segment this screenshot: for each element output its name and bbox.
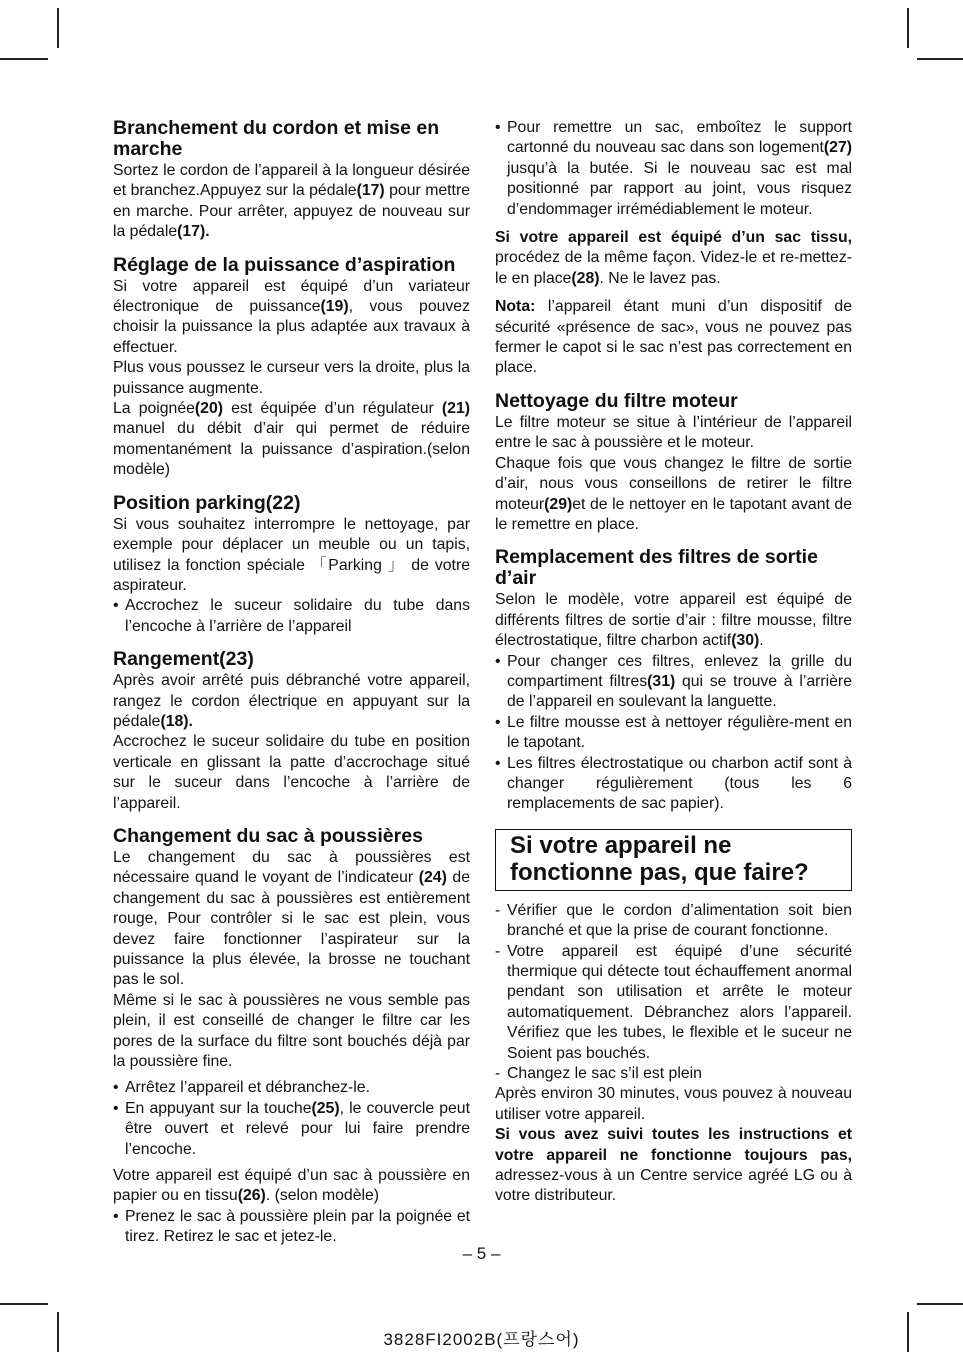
dash-list <box>495 901 852 1085</box>
section-title: Branchement du cordon et mise en marche <box>113 117 440 160</box>
paragraph: Si votre appareil est équipé d’un sac tissu, procédez de la même façon. Videz-le et re-mettez-le en place(28). Ne le lavez pas. <box>495 229 852 287</box>
section-parking <box>113 493 470 637</box>
list-item: - Votre appareil est équipé d’une sécurité thermique qui détecte tout échauffement anormal pendant son utilisation et arrête le moteur automatiquement. Débranchez alors l’appareil. Vérifiez que les tubes, le flexible et le suceur ne Soient pas bouchés. <box>495 942 852 1064</box>
troubleshooting-box <box>495 829 852 891</box>
section-filtres-sortie <box>495 547 852 814</box>
list-item: • Les filtres électrostatique ou charbon actif sont à changer régulièrement (tous les 6 remplacements de sac papier). <box>495 754 852 815</box>
paragraph: Après environ 30 minutes, vous pouvez à nouveau utiliser votre appareil. <box>495 1085 852 1123</box>
document-code: 3828FI2002B(프랑스어) <box>383 1330 580 1349</box>
bullet-list <box>495 652 852 815</box>
page-number: – 5 – <box>462 1244 501 1263</box>
section-title: Remplacement des filtres de sortie d’air <box>495 546 818 590</box>
crop-mark <box>0 1303 48 1305</box>
section-troubleshooting <box>495 901 852 1207</box>
list-item: • Accrochez le suceur solidaire du tube dans l’encoche à l’arrière de l’appareil <box>113 596 470 637</box>
list-item: - Vérifier que le cordon d’alimentation soit bien branché et que la prise de courant fonctionne. <box>495 901 852 942</box>
section-title: Nettoyage du filtre moteur <box>495 389 738 412</box>
list-item: • Pour changer ces filtres, enlevez la grille du compartiment filtres(31) qui se trouve à l’arrière de l’appareil en soulevant la languette. <box>495 652 852 713</box>
paragraph: Si vous souhaitez interrompre le nettoyage, par exemple pour déplacer un meuble ou un tapis, utilisez la fonction spéciale 「Parking 」 de votre aspirateur. <box>113 515 470 594</box>
paragraph: Plus vous poussez le curseur vers la droite, plus la puissance augmente. <box>113 359 470 397</box>
paragraph: La poignée(20) est équipée d’un régulateur (21) manuel du débit d’air qui permet de réduire momentanément la puissance d’aspiration.(selon modèle) <box>113 400 470 479</box>
section-title: Rangement(23) <box>113 648 254 671</box>
list-item: • En appuyant sur la touche(25), le couvercle peut être ouvert et relevé pour lui faire prendre l’encoche. <box>113 1099 470 1160</box>
section-title: Position parking(22) <box>113 491 301 514</box>
list-item: - Changez le sac s’il est plein <box>495 1064 852 1084</box>
paragraph: Après avoir arrêté puis débranché votre appareil, rangez le cordon électrique en appuyant sur la pédale(18). <box>113 672 470 730</box>
crop-mark <box>57 8 59 48</box>
bullet-list <box>113 1078 470 1160</box>
paragraph: Sortez le cordon de l’appareil à la longueur désirée et branchez.Appuyez sur la pédale(17) pour mettre en marche. Pour arrêter, appuyez de nouveau sur la pédale(17). <box>113 162 470 241</box>
crop-mark <box>0 58 48 60</box>
crop-mark <box>917 1303 963 1305</box>
section-branchement <box>113 118 470 243</box>
left-column <box>113 118 470 1260</box>
list-item: • Le filtre mousse est à nettoyer régulière-ment en le tapotant. <box>495 713 852 754</box>
list-item: • Arrêtez l’appareil et débranchez-le. <box>113 1078 470 1098</box>
list-item: • Pour remettre un sac, emboîtez le support cartonné du nouveau sac dans son logement(27) jusqu’à la butée. Si le nouveau sac est mal positionné par rapport au joint, vous risquez d’endommager irrémédiablement le moteur. <box>495 118 852 220</box>
paragraph: Même si le sac à poussières ne vous semble pas plein, il est conseillé de changer le filtre car les pores de la surface du filtre sont bouchés déjà par la poussière fine. <box>113 991 470 1071</box>
paragraph: Si vous avez suivi toutes les instructions et votre appareil ne fonctionne toujours pas, adressez-vous à un Centre service agréé LG ou à votre distributeur. <box>495 1126 852 1205</box>
bullet-list <box>495 118 852 220</box>
paragraph: Accrochez le suceur solidaire du tube en position verticale en glissant la patte d’accrochage situé sur le suceur dans l’encoche à l’arrière de l’appareil. <box>113 733 470 812</box>
crop-mark <box>917 58 963 60</box>
list-item: • Prenez le sac à poussière plein par la poignée et tirez. Retirez le sac et jetez-le. <box>113 1207 470 1248</box>
section-rangement <box>113 649 470 814</box>
paragraph: Chaque fois que vous changez le filtre de sortie d’air, nous vous conseillons de retirer le filtre moteur(29)et de le nettoyer en le tapotant avant de le remettre en place. <box>495 454 852 533</box>
paragraph: Votre appareil est équipé d’un sac à poussière en papier ou en tissu(26). (selon modèle) <box>113 1167 470 1205</box>
bullet-list <box>113 596 470 637</box>
paragraph: Le changement du sac à poussières est nécessaire quand le voyant de l’indicateur (24) de changement du sac à poussières est entièrement rouge, Pour contrôler si le sac est plein, vous devez faire fonctionner l’aspirateur sur la puissance la plus élevée, la brosse ne touchant pas le sol. <box>113 848 470 989</box>
paragraph: Le filtre moteur se situe à l’intérieur de l’appareil entre le sac à poussière et le moteur. <box>495 413 852 452</box>
section-title: Réglage de la puissance d’aspiration <box>113 253 456 276</box>
bullet-list <box>113 1207 470 1248</box>
paragraph: Si votre appareil est équipé d’un variateur électronique de puissance(19), vous pouvez choisir la puissance la plus adaptée aux travaux à effectuer. <box>113 277 470 356</box>
section-changement-sac <box>113 826 470 1248</box>
paragraph: Selon le modèle, votre appareil est équipé de différents filtres de sortie d’air : filtre mousse, filtre électrostatique, filtre charbon actif(30). <box>495 591 852 650</box>
crop-mark <box>907 8 909 48</box>
section-filtre-moteur <box>495 391 852 535</box>
box-title: Si votre appareil ne fonctionne pas, que faire? <box>510 831 809 886</box>
right-column <box>495 118 852 1207</box>
paragraph: Nota: l’appareil étant muni d’un dispositif de sécurité «présence de sac», vous ne pouvez pas fermer le capot si le sac n’est pas correctement en place. <box>495 298 852 377</box>
section-reglage <box>113 255 470 481</box>
section-title: Changement du sac à poussières <box>113 824 423 847</box>
